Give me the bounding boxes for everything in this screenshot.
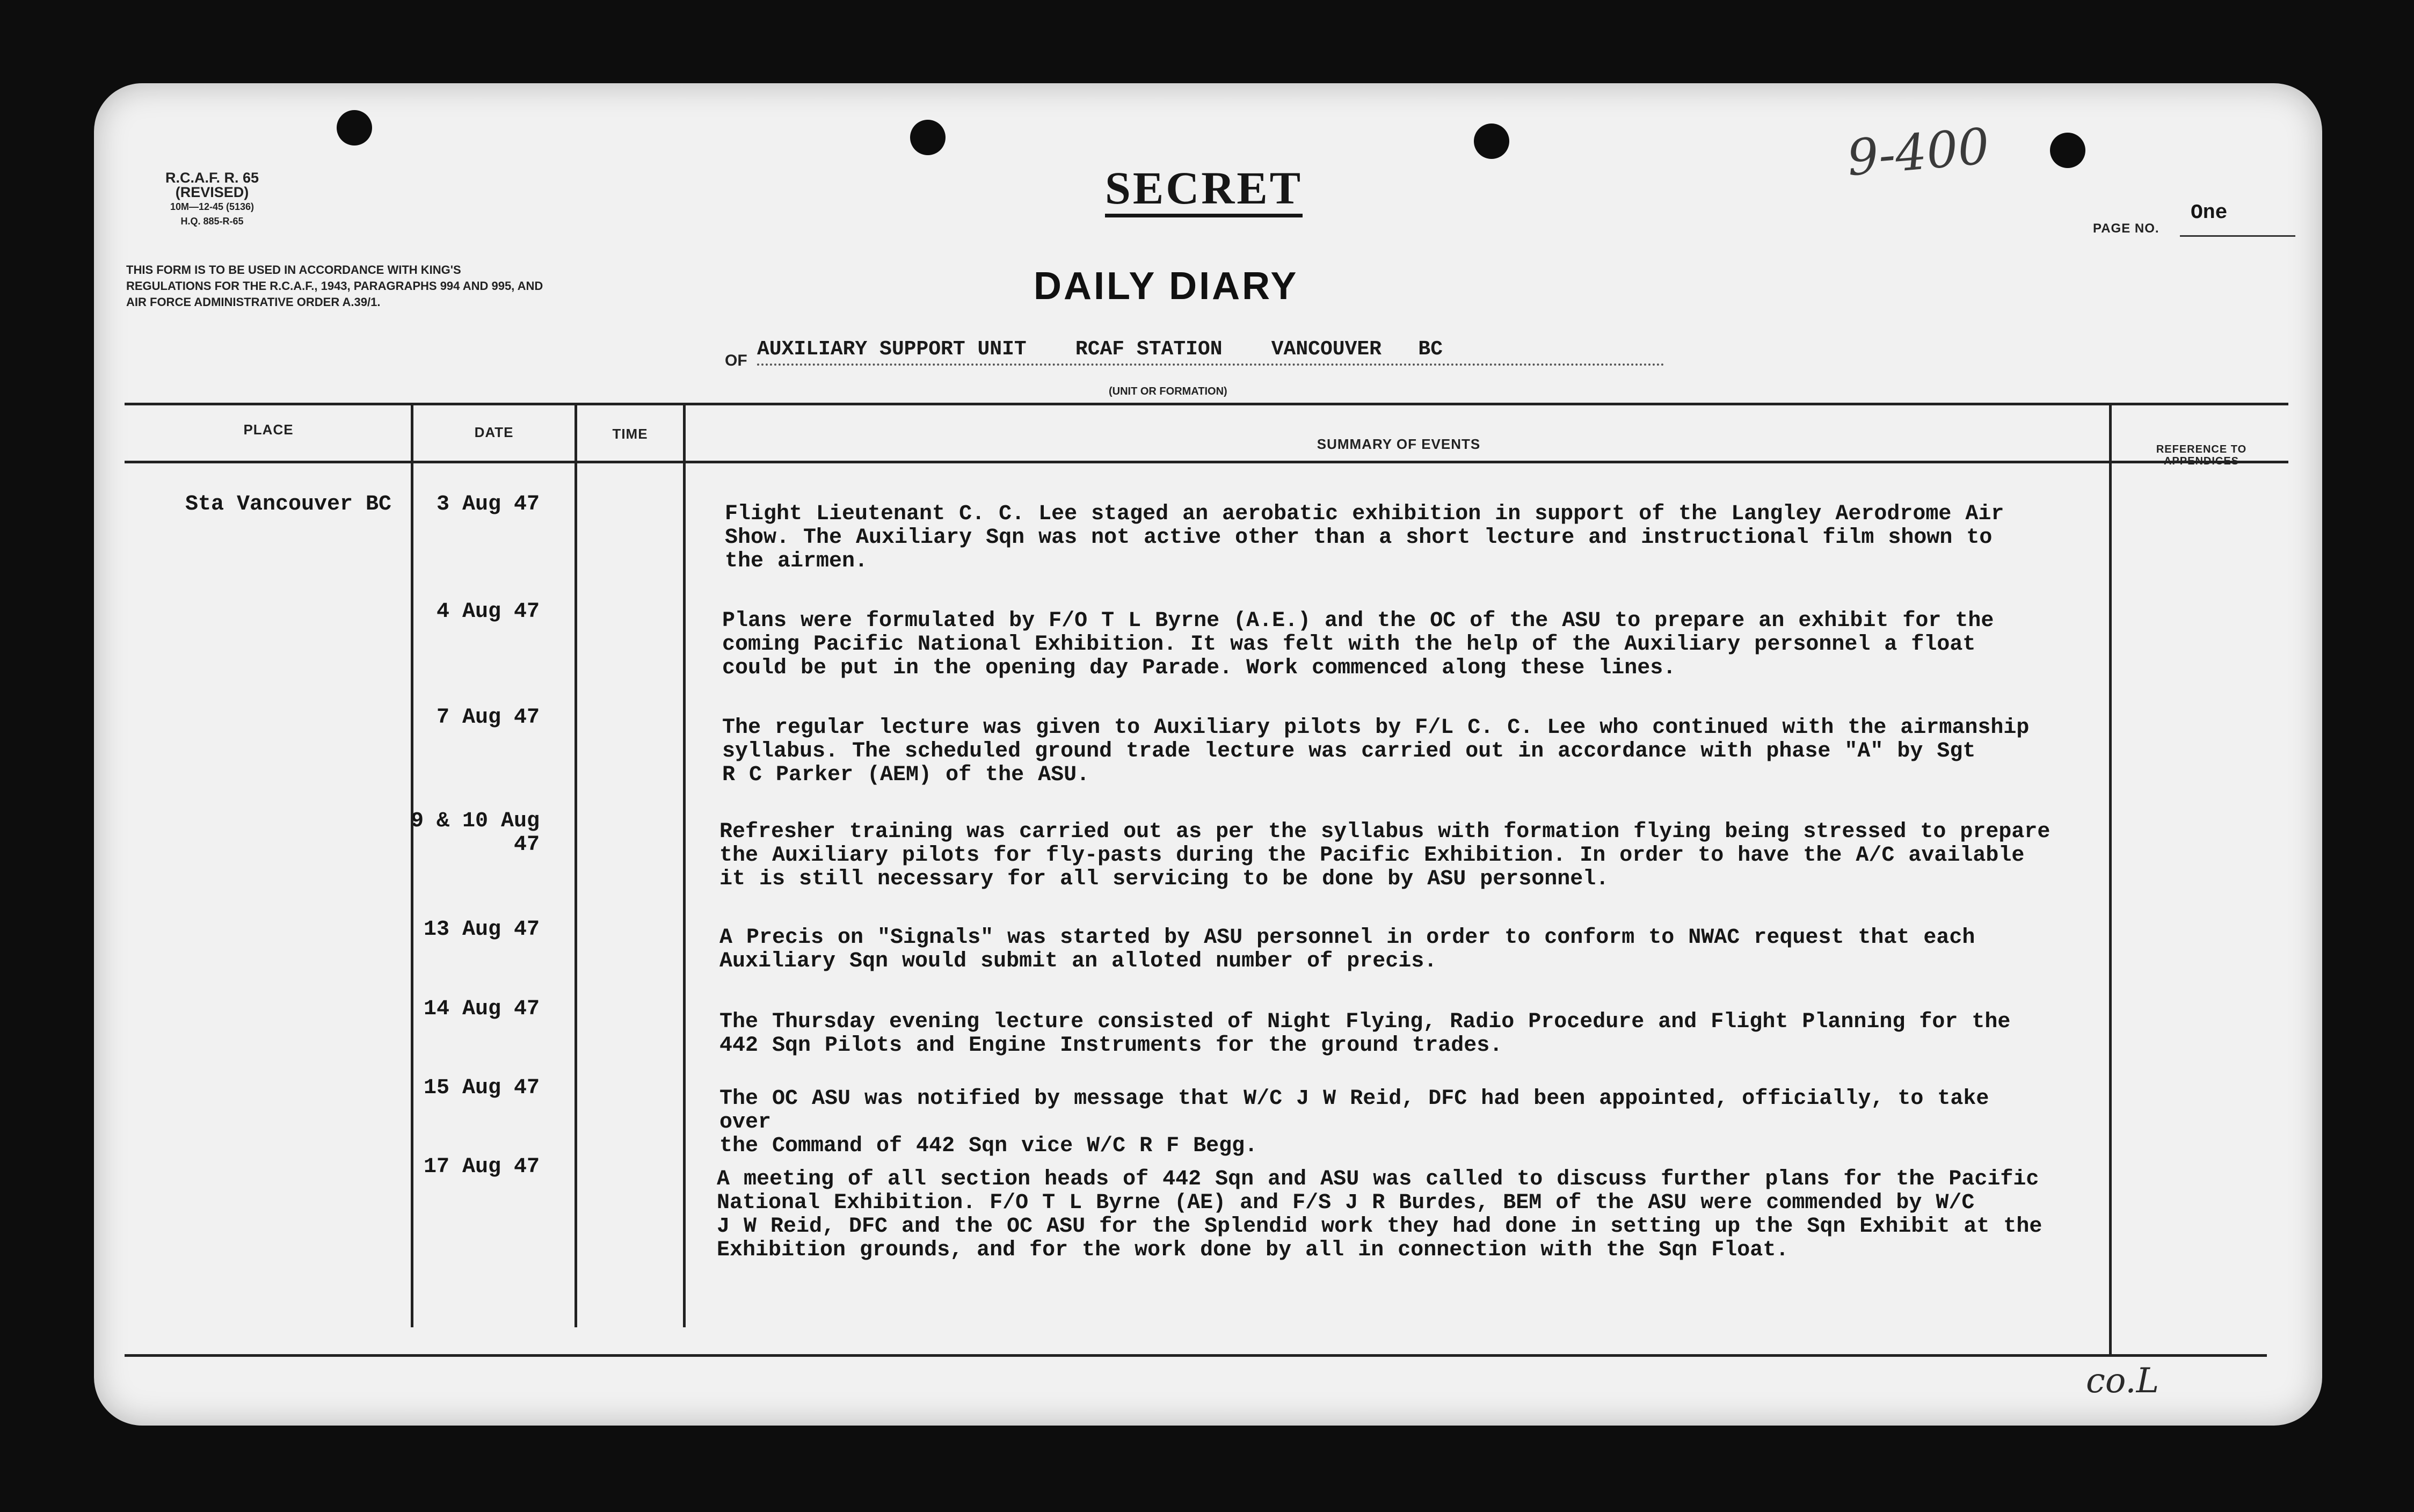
entry-summary: Refresher training was carried out as per the syllabus with formation flying being stressed to prepare the Auxiliary pilots for fly-pasts during the Pacific Exhibition. In order to have the A/C available it is still necessary for all servicing to be done by ASU personnel. bbox=[719, 820, 2051, 891]
column-rule bbox=[575, 404, 577, 1327]
entry-date: 3 Aug 47 bbox=[436, 492, 540, 517]
entry-summary: Flight Lieutenant C. C. Lee staged an aerobatic exhibition in support of the Langley Aerodrome Air Show. The Auxiliary Sqn was not active other than a short lecture and instructional film shown to the airmen. bbox=[725, 502, 2004, 573]
unit-caption: (UNIT OR FORMATION) bbox=[1109, 386, 1227, 397]
entry-summary: A meeting of all section heads of 442 Sqn and ASU was called to discuss further plans for the Pacific National Exhibition. F/O T L Byrne (AE) and F/S J R Burdes, BEM of the ASU were commended by W/C J W Reid, DFC and the OC ASU for the Splendid work they had done in setting up the Sqn Exhibit at the Exhibition grounds, and for the work done by all in connection with the Sqn Float. bbox=[717, 1167, 2042, 1262]
page-number-value: One bbox=[2191, 201, 2228, 224]
entry-summary: The Thursday evening lecture consisted of Night Flying, Radio Procedure and Flight Planning for the 442 Sqn Pilots and Engine Instruments for the ground trades. bbox=[719, 1010, 2011, 1058]
entry-date: 14 Aug 47 bbox=[423, 997, 540, 1021]
form-number: R.C.A.F. R. 65 (REVISED) 10M—12-45 (5136) H.Q. 885-R-65 bbox=[165, 170, 259, 227]
punch-hole bbox=[910, 120, 946, 155]
entry-summary: Plans were formulated by F/O T L Byrne (A.E.) and the OC of the ASU to prepare an exhibit for the coming Pacific National Exhibition. It was felt with the help of the Auxiliary personnel a float could be put in the opening day Parade. Work commenced along these lines. bbox=[722, 609, 1994, 680]
entry-date: 13 Aug 47 bbox=[423, 918, 540, 942]
entry-place: Sta Vancouver BC bbox=[185, 492, 392, 517]
column-rule bbox=[683, 404, 686, 1327]
entry-date: 15 Aug 47 bbox=[423, 1076, 540, 1100]
entry-date: 7 Aug 47 bbox=[436, 706, 540, 730]
table-top-rule bbox=[125, 403, 2288, 405]
of-label: OF bbox=[725, 352, 747, 369]
entry-summary: The regular lecture was given to Auxiliary pilots by F/L C. C. Lee who continued with the airmanship syllabus. The scheduled ground trade lecture was carried out in accordance with phase "A" by Sgt R C Parker (AEM) of the ASU. bbox=[722, 716, 2030, 787]
entry-date: 4 Aug 47 bbox=[436, 600, 540, 624]
handwritten-reference: 9-400 bbox=[1844, 117, 1992, 187]
unit-field: AUXILIARY SUPPORT UNIT RCAF STATION VANCOUVER BC bbox=[757, 336, 1664, 366]
punch-hole bbox=[2050, 133, 2085, 168]
entry-date: 9 & 10 Aug 47 bbox=[410, 809, 540, 857]
classification-heading: SECRET bbox=[1105, 162, 1303, 217]
column-header-time: TIME bbox=[612, 426, 648, 442]
entry-summary: The OC ASU was notified by message that W/C J W Reid, DFC had been appointed, officially, to take over the Command of 442 Sqn vice W/C R F Begg. bbox=[719, 1087, 1989, 1158]
page-number-rule bbox=[2180, 235, 2295, 237]
column-header-reference: REFERENCE TO APPENDICES bbox=[2156, 444, 2247, 467]
column-header-date: DATE bbox=[474, 424, 514, 440]
column-rule bbox=[2109, 404, 2112, 1354]
handwritten-initials: co.L bbox=[2086, 1361, 2159, 1401]
column-header-place: PLACE bbox=[243, 421, 294, 438]
entry-summary: A Precis on "Signals" was started by ASU personnel in order to conform to NWAC request that each Auxiliary Sqn would submit an alloted number of precis. bbox=[719, 926, 1975, 973]
entry-date: 17 Aug 47 bbox=[423, 1155, 540, 1179]
header-rule bbox=[125, 461, 2288, 463]
table-bottom-rule bbox=[125, 1354, 2267, 1357]
form-instructions: THIS FORM IS TO BE USED IN ACCORDANCE WITH KING'S REGULATIONS FOR THE R.C.A.F., 1943, PARAGRAPHS 994 AND 995, AND AIR FORCE ADMINISTRATIVE ORDER A.39/1. bbox=[126, 263, 543, 309]
column-rule bbox=[411, 404, 413, 1327]
punch-hole bbox=[1474, 123, 1509, 159]
page-number-label: PAGE NO. bbox=[2093, 221, 2159, 236]
column-header-summary: SUMMARY OF EVENTS bbox=[1317, 436, 1481, 452]
punch-hole bbox=[337, 110, 372, 146]
diary-title: DAILY DIARY bbox=[1034, 265, 1299, 308]
